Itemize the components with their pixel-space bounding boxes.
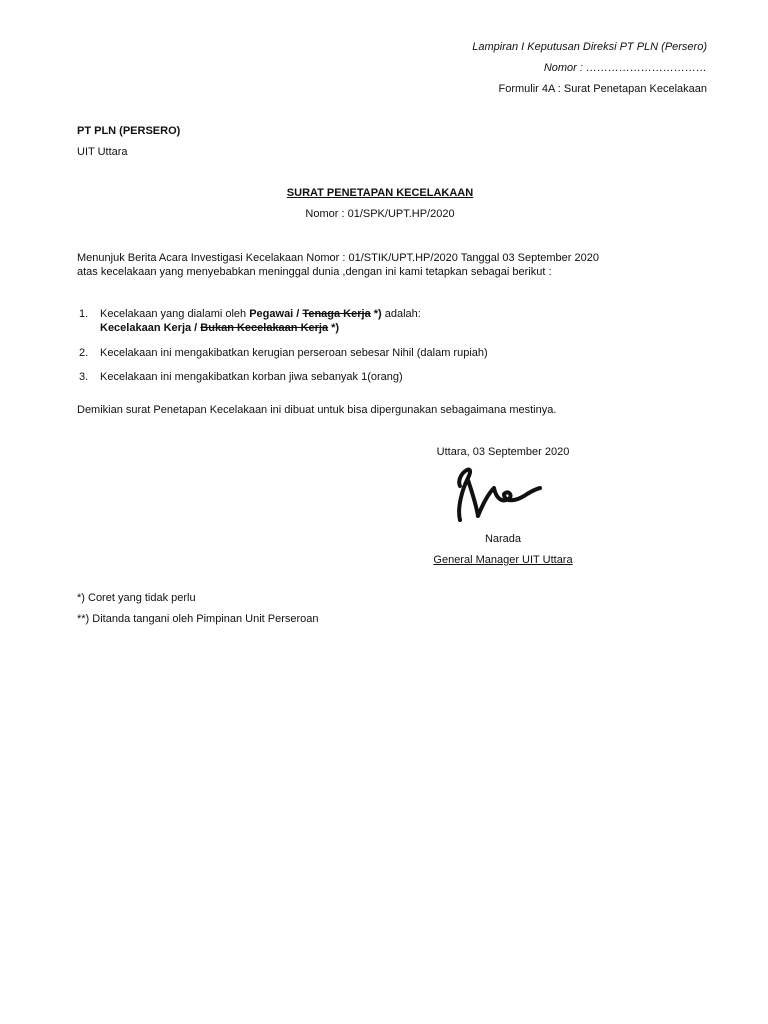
option-separator: / [191,322,201,334]
option-kecelakaan-kerja: Kecelakaan Kerja [100,322,192,334]
attachment-reference: Lampiran I Keputusan Direksi PT PLN (Persero) [472,41,707,53]
footnote-1: *) Coret yang tidak perlu [77,592,196,604]
item-prefix: Kecelakaan yang dialami oleh [100,308,250,320]
document-number: Nomor : 01/SPK/UPT.HP/2020 [305,208,455,220]
document-title: SURAT PENETAPAN KECELAKAAN [286,187,474,199]
list-item-number: 1. [79,308,89,320]
intro-line-1: Menunjuk Berita Acara Investigasi Kecelakaan Nomor : 01/STIK/UPT.HP/2020 Tanggal 03 September 2020 [77,252,599,264]
list-item-text: Kecelakaan ini mengakibatkan korban jiwa sebanyak 1(orang) [100,371,403,383]
list-item-line [100,321,339,335]
list-item-number: 3. [79,371,89,383]
attachment-number: Nomor : …………………………… [543,62,707,74]
list-item-text: Kecelakaan ini mengakibatkan kerugian perseroan sebesar Nihil (dalam rupiah) [100,347,488,359]
footnote-2: **) Ditanda tangani oleh Pimpinan Unit Perseroan [77,613,319,625]
option-tenaga-kerja-struck: Tenaga Kerja [302,308,371,320]
list-item-number: 2. [79,347,89,359]
option-separator: / [293,308,303,320]
signatory-name: Narada [484,533,522,545]
intro-line-2: atas kecelakaan yang menyebabkan meninggal dunia ,dengan ini kami tetapkan sebagai berikut : [77,266,552,278]
option-bukan-kecelakaan-kerja-struck: Bukan Kecelakaan Kerja [200,322,329,334]
option-pegawai: Pegawai [249,308,294,320]
item-suffix: adalah: [381,308,421,320]
list-item-line [100,307,421,321]
closing-statement: Demikian surat Penetapan Kecelakaan ini dibuat untuk bisa dipergunakan sebagaimana mestinya. [77,404,557,416]
company-unit: UIT Uttara [77,146,128,158]
form-title: Formulir 4A : Surat Penetapan Kecelakaan [498,83,707,95]
signature-place-date: Uttara, 03 September 2020 [436,446,570,458]
footnote-marker: *) [328,322,340,334]
signatory-position: General Manager UIT Uttara [433,554,573,566]
footnote-marker: *) [370,308,382,320]
company-name: PT PLN (PERSERO) [77,125,181,137]
handwritten-signature [448,464,548,528]
